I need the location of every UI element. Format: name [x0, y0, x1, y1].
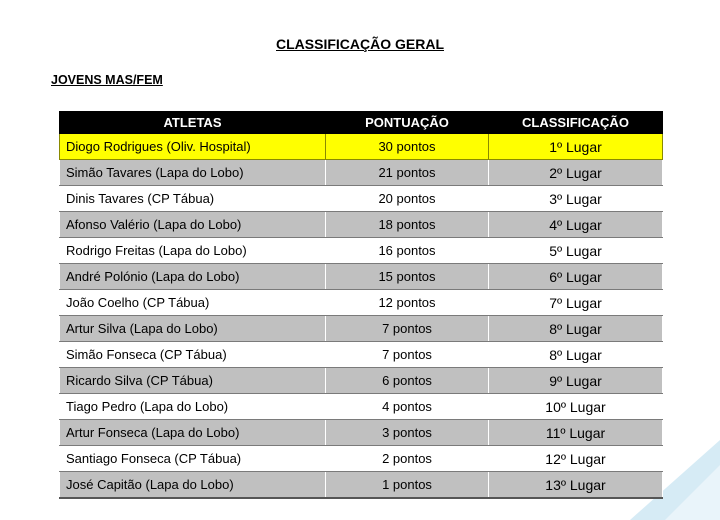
- table-row: [60, 160, 663, 186]
- rank-cell: 7º Lugar: [489, 290, 663, 316]
- table-row: [60, 290, 663, 316]
- rank-cell: 11º Lugar: [489, 420, 663, 446]
- table-row: [60, 238, 663, 264]
- athlete-cell: Dinis Tavares (CP Tábua): [60, 186, 326, 212]
- rank-cell: 10º Lugar: [489, 394, 663, 420]
- rank-cell: 13º Lugar: [489, 472, 663, 499]
- rank-cell: 1º Lugar: [489, 134, 663, 160]
- athlete-cell: Artur Silva (Lapa do Lobo): [60, 316, 326, 342]
- athlete-cell: Santiago Fonseca (CP Tábua): [60, 446, 326, 472]
- athlete-cell: Artur Fonseca (Lapa do Lobo): [60, 420, 326, 446]
- athlete-cell: Afonso Valério (Lapa do Lobo): [60, 212, 326, 238]
- table-row: [60, 264, 663, 290]
- points-cell: 2 pontos: [326, 446, 489, 472]
- points-cell: 30 pontos: [326, 134, 489, 160]
- results-table: [59, 111, 663, 499]
- rank-cell: 8º Lugar: [489, 342, 663, 368]
- table-row: [60, 368, 663, 394]
- rank-cell: 8º Lugar: [489, 316, 663, 342]
- athlete-cell: André Polónio (Lapa do Lobo): [60, 264, 326, 290]
- points-cell: 20 pontos: [326, 186, 489, 212]
- table-row: [60, 394, 663, 420]
- points-cell: 4 pontos: [326, 394, 489, 420]
- rank-cell: 5º Lugar: [489, 238, 663, 264]
- rank-cell: 4º Lugar: [489, 212, 663, 238]
- athlete-cell: Rodrigo Freitas (Lapa do Lobo): [60, 238, 326, 264]
- points-cell: 1 pontos: [326, 472, 489, 499]
- points-cell: 15 pontos: [326, 264, 489, 290]
- rank-cell: 12º Lugar: [489, 446, 663, 472]
- points-cell: 3 pontos: [326, 420, 489, 446]
- rank-cell: 6º Lugar: [489, 264, 663, 290]
- document-title: CLASSIFICAÇÃO GERAL: [276, 36, 444, 52]
- points-cell: 12 pontos: [326, 290, 489, 316]
- table-row: [60, 446, 663, 472]
- header-athletes: ATLETAS: [60, 112, 326, 134]
- table-row: [60, 212, 663, 238]
- table-row: [60, 186, 663, 212]
- points-cell: 7 pontos: [326, 316, 489, 342]
- athlete-cell: Ricardo Silva (CP Tábua): [60, 368, 326, 394]
- table-row: [60, 342, 663, 368]
- points-cell: 7 pontos: [326, 342, 489, 368]
- table-row: [60, 134, 663, 160]
- points-cell: 21 pontos: [326, 160, 489, 186]
- section-title: JOVENS MAS/FEM: [51, 73, 163, 87]
- rank-cell: 2º Lugar: [489, 160, 663, 186]
- header-points: PONTUAÇÃO: [326, 112, 489, 134]
- header-classification: CLASSIFICAÇÃO: [489, 112, 663, 134]
- rank-cell: 3º Lugar: [489, 186, 663, 212]
- athlete-cell: João Coelho (CP Tábua): [60, 290, 326, 316]
- athlete-cell: Simão Tavares (Lapa do Lobo): [60, 160, 326, 186]
- rank-cell: 9º Lugar: [489, 368, 663, 394]
- athlete-cell: Diogo Rodrigues (Oliv. Hospital): [60, 134, 326, 160]
- athlete-cell: Tiago Pedro (Lapa do Lobo): [60, 394, 326, 420]
- table-row: [60, 472, 663, 499]
- table-row: [60, 420, 663, 446]
- athlete-cell: José Capitão (Lapa do Lobo): [60, 472, 326, 499]
- points-cell: 18 pontos: [326, 212, 489, 238]
- points-cell: 16 pontos: [326, 238, 489, 264]
- table-header-row: [60, 112, 663, 134]
- table-row: [60, 316, 663, 342]
- athlete-cell: Simão Fonseca (CP Tábua): [60, 342, 326, 368]
- points-cell: 6 pontos: [326, 368, 489, 394]
